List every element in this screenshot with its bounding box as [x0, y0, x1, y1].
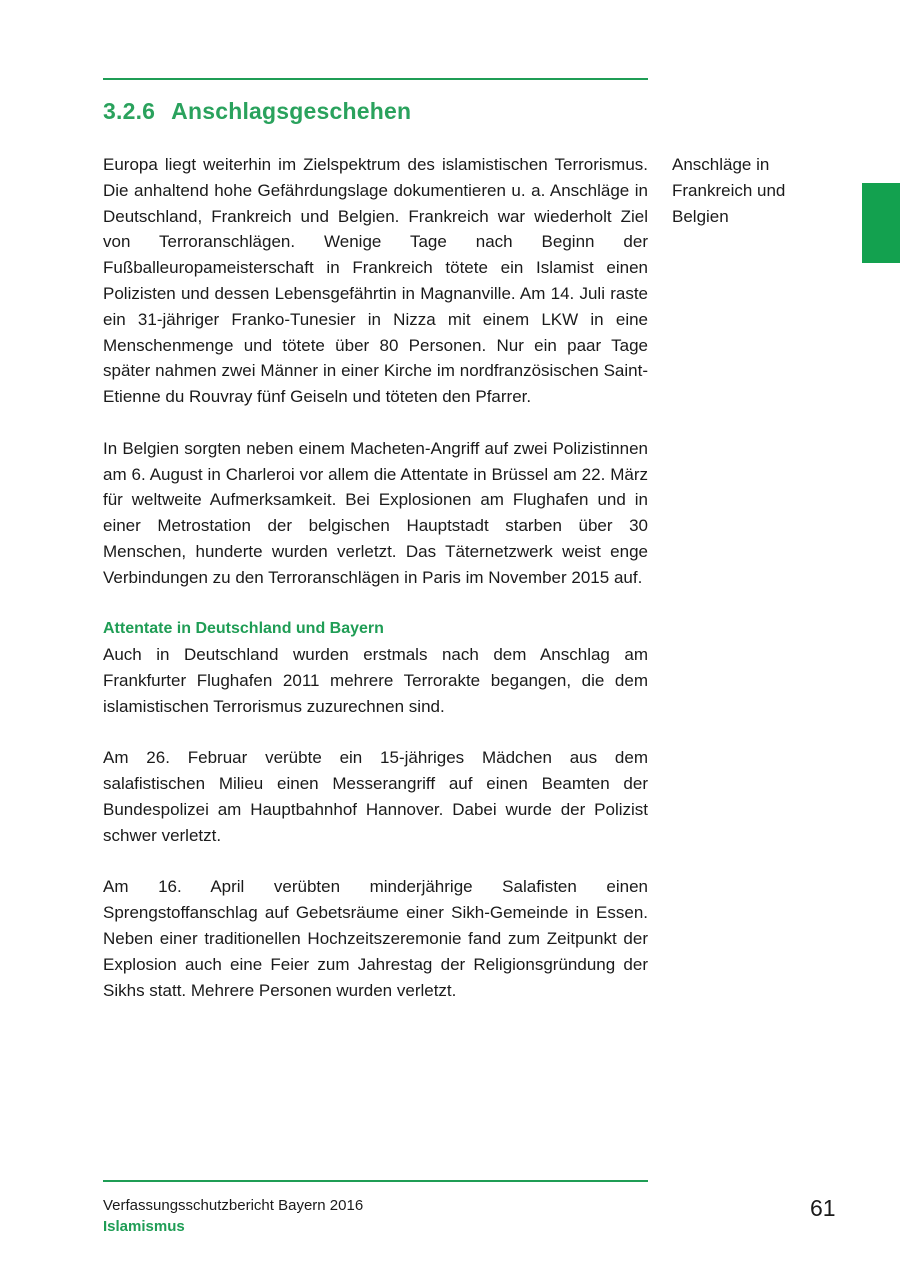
- margin-note-line: Frankreich und: [672, 180, 786, 200]
- footer-chapter: Islamismus: [103, 1218, 185, 1235]
- section-number: 3.2.6: [103, 98, 156, 124]
- chapter-tab-marker: [862, 183, 900, 263]
- section-heading: [103, 98, 411, 125]
- top-divider: [103, 78, 648, 80]
- subheading-germany: Attentate in Deutschland und Bayern: [103, 620, 384, 638]
- footer-title: Verfassungsschutzbericht Bayern 2016: [103, 1197, 364, 1214]
- margin-note-line: Anschläge in: [672, 155, 770, 174]
- paragraph-essen: Am 16. April verübten minderjährige Salafisten einen Sprengstoffanschlag auf Gebetsräume einer Sikh-Gemeinde in Essen. Neben einer traditionellen Hochzeitszeremonie fand zum Zeitpunkt der Explosion auch eine Feier zum Jahrestag der Religionsgründung der Sikhs statt. Mehrere Personen wurden verletzt.: [103, 877, 648, 1000]
- page-number: 61: [810, 1195, 836, 1221]
- paragraph-hannover: Am 26. Februar verübte ein 15-jähriges Mädchen aus dem salafistischen Milieu einen Messerangriff auf einen Beamten der Bundespolizei am Hauptbahnhof Hannover. Dabei wurde der Polizist schwer verletzt.: [103, 748, 648, 845]
- section-title: Anschlagsgeschehen: [171, 98, 412, 124]
- margin-note: [672, 152, 852, 229]
- margin-note-line: Belgien: [672, 206, 729, 226]
- bottom-divider: [103, 1180, 648, 1182]
- main-text: [103, 152, 648, 1029]
- paragraph-germany-intro: Auch in Deutschland wurden erstmals nach dem Anschlag am Frankfurter Flughafen 2011 mehrere Terrorakte begangen, die dem islamistischen Terrorismus zuzurechnen sind.: [103, 645, 648, 716]
- paragraph-belgium: In Belgien sorgten neben einem Macheten-Angriff auf zwei Polizistinnen am 6. August in Charleroi vor allem die Attentate in Brüssel am 22. März für weltweite Aufmerksamkeit. Bei Explosionen am Flughafen und in einer Metrostation der belgischen Hauptstadt starben über 30 Menschen, hunderte wurden verletzt. Das Täternetzwerk weist enge Verbindungen zu den Terroranschlägen in Paris im November 2015 auf.: [103, 438, 648, 587]
- paragraph-france: Europa liegt weiterhin im Zielspektrum des islamistischen Terrorismus. Die anhaltend hohe Gefährdungslage dokumentieren u. a. Anschläge in Deutschland, Frankreich und Belgien. Frankreich war wiederholt Ziel von Terroranschlägen. Wenige Tage nach Beginn der Fußballeuropameisterschaft in Frankreich tötete ein Islamist einen Polizisten und dessen Lebensgefährtin in Magnanville. Am 14. Juli raste ein 31-jähriger Franko-Tunesier in Nizza mit einem LKW in eine Menschenmenge und tötete über 80 Personen. Nur ein paar Tage später nahmen zwei Männer in einer Kirche im nordfranzösischen Saint-Etienne du Rouvray fünf Geiseln und töteten den Pfarrer.: [103, 155, 648, 407]
